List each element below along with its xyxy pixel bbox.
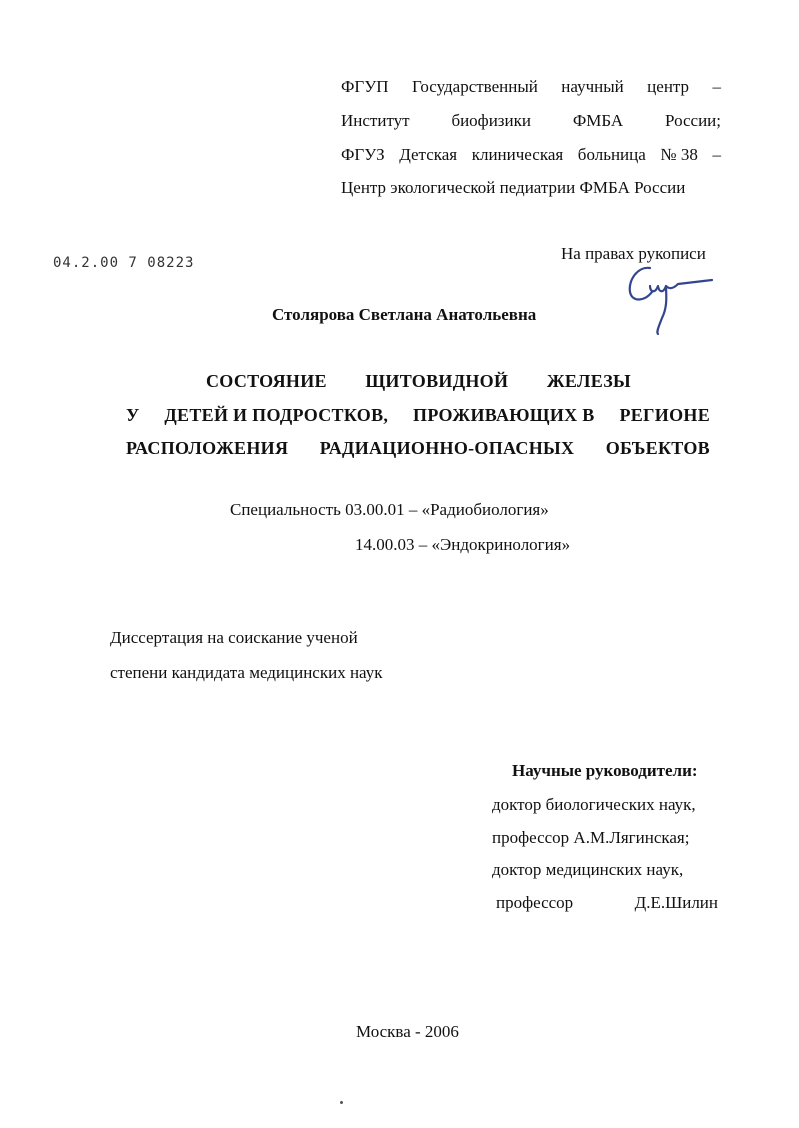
title-word: РАДИАЦИОННО-ОПАСНЫХ — [319, 438, 575, 458]
institution-word: клиническая — [471, 145, 564, 164]
institution-word: – — [712, 145, 721, 164]
institution-word: России; — [665, 111, 721, 130]
title-word: ЩИТОВИДНОЙ — [365, 371, 509, 391]
footer-city-year: Москва - 2006 — [356, 1022, 459, 1041]
title-word: РЕГИОНЕ — [619, 405, 710, 425]
institution-word: Государственный — [412, 77, 538, 96]
institution-word: ФМБА — [572, 111, 624, 130]
dissertation-line-2: степени кандидата медицинских наук — [110, 663, 383, 682]
scan-speck — [340, 1101, 343, 1104]
title-word: РАСПОЛОЖЕНИЯ — [126, 438, 289, 458]
supervisors-heading: Научные руководители: — [512, 761, 698, 780]
supervisor-line-1: доктор биологических наук, — [492, 795, 696, 814]
institution-line-3 — [341, 144, 721, 166]
dissertation-line-1: Диссертация на соискание ученой — [110, 628, 358, 647]
institution-word: центр — [647, 77, 690, 96]
specialty-line-1: Специальность 03.00.01 – «Радиобиология» — [230, 500, 549, 519]
title-word: ПРОЖИВАЮЩИХ В — [413, 405, 595, 425]
specialty-line-2: 14.00.03 – «Эндокринология» — [355, 535, 571, 554]
title-word: ДЕТЕЙ И ПОДРОСТКОВ, — [164, 405, 389, 425]
institution-word: Институт — [341, 111, 410, 130]
institution-word: научный — [561, 77, 624, 96]
supervisor-line-4 — [496, 892, 718, 914]
signature-mark — [622, 262, 717, 336]
institution-line-1 — [341, 76, 721, 98]
institution-word: № 38 — [660, 145, 698, 164]
registration-stamp: 04.2.00 7 08223 — [53, 255, 195, 271]
title-word: СОСТОЯНИЕ — [206, 371, 327, 391]
title-word: ОБЪЕКТОВ — [605, 438, 710, 458]
institution-word: больница — [577, 145, 646, 164]
institution-word: – — [712, 77, 721, 96]
title-line-3 — [126, 437, 710, 459]
title-word: ЖЕЛЕЗЫ — [546, 371, 631, 391]
institution-line-2 — [341, 110, 721, 132]
supervisor-line-3: доктор медицинских наук, — [492, 860, 684, 879]
title-word: У — [126, 405, 140, 425]
institution-word: биофизики — [451, 111, 531, 130]
manuscript-note: На правах рукописи — [561, 244, 706, 263]
institution-word: Детская — [399, 145, 458, 164]
supervisor-line-2: профессор А.М.Лягинская; — [492, 828, 690, 847]
institution-line-4: Центр экологической педиатрии ФМБА России — [341, 178, 686, 197]
institution-word: ФГУП — [341, 77, 389, 96]
institution-word: ФГУЗ — [341, 145, 385, 164]
supervisor-word: Д.Е.Шилин — [634, 893, 718, 912]
title-line-1 — [206, 370, 631, 392]
supervisor-word: профессор — [496, 893, 574, 912]
author-name: Столярова Светлана Анатольевна — [272, 305, 537, 324]
title-line-2 — [126, 404, 710, 426]
